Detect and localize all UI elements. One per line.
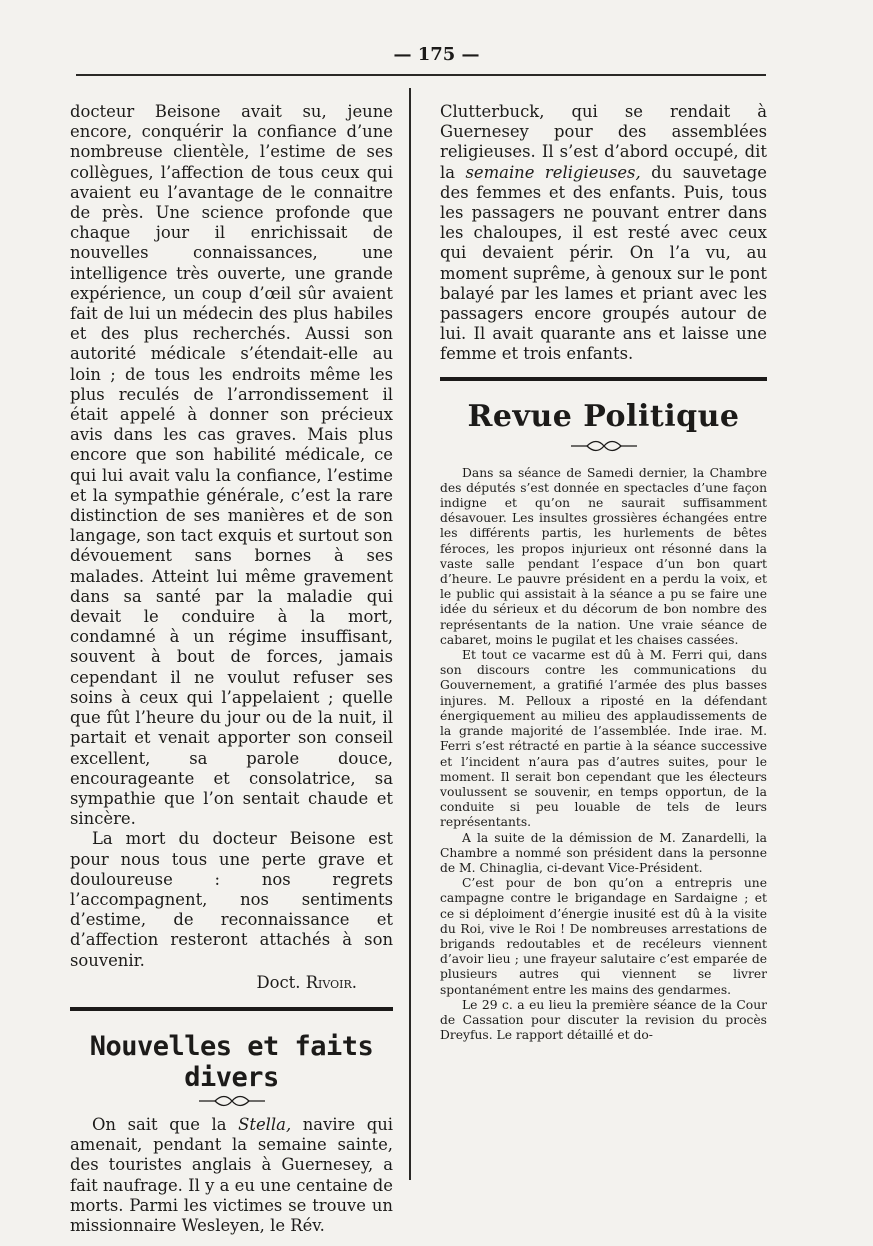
clutterbuck-paragraph (440, 102, 767, 365)
ornament-icon (569, 440, 639, 452)
ship-name: Stella, (238, 1114, 292, 1134)
beisone-paragraph-1: docteur Beisone avait su, jeune encore, conquérir la confiance d’une nombreuse clientèle, l’estime de ses collègues, l’affection de tous ceux qui avaient eu l’avantage de le connaitre de près. Une science profonde que chaque jour il enrichissait de nouvelles connaissances, une intelligence très ouverte, une grande expérience, un coup d’œil sûr avaient fait de lui un médecin des plus habiles et des plus recherchés. Aussi son autorité médicale s’étendait-elle au loin ; de tous les endroits même les plus reculés de l’arrondissement il était appelé à donner son précieux avis dans les cas graves. Mais plus encore que son habilité médicale, ce qui lui avait valu la confiance, l’estime et la sympathie générale, c’est la rare distinction de ses manières et de son langage, son tact exquis et surtout son dévouement sans bornes à ses malades. Atteint lui même gravement dans sa santé par la maladie qui devait le conduire à la mort, condamné à un régime insuffisant, souvent à bout de forces, jamais cependant il ne voulut refuser ses soins à ceux qui l’appelaient ; quelle que fût l’heure du jour ou de la nuit, il partait et venait apporter son conseil excellent, sa parole douce, encourageante et consolatrice, sa sympathie que l’on sentait chaude et sincère. (70, 102, 393, 829)
revue-paragraph: C’est pour de bon qu’on a entrepris une campagne contre le brigandage en Sardaigne ; et ce si déploiment d’énergie inusité est dû à la visite du Roi, vive le Roi ! De nombreuses arrestations de brigands redoutables et de recéleurs viennent d’avoir lieu ; une frayeur salutaire c’est emparée de plusieurs autres qui viennent se livrer spontanément entre les mains des gendarmes. (440, 876, 767, 997)
section-title-nouvelles: Nouvelles et faits divers (89, 1030, 374, 1093)
ornament-icon (197, 1095, 267, 1107)
section-rule (440, 377, 767, 381)
stella-paragraph (70, 1115, 393, 1236)
stella-text-b: navire qui amenait, pendant la semaine sainte, des touristes anglais à Guernesey, a fait naufrage. Il y a eu une centaine de morts. Parmi les victimes se trouve un missionnaire Wesleyen, le Rév. (70, 1114, 394, 1235)
signature (70, 973, 393, 993)
revue-body (440, 466, 767, 1044)
clutterbuck-text-a: Clutterbuck, qui se rendait à Guernesey pour des assemblées religieuses. Il s’est d’abord occupé, dit la (440, 102, 767, 182)
revue-paragraph: Le 29 c. a eu lieu la première séance de la Cour de Cassation pour discuter la revision du procès Dreyfus. Le rapport détaillé et do- (440, 997, 767, 1043)
revue-paragraph: Dans sa séance de Samedi dernier, la Chambre des députés s’est donnée en spectacles d’une façon indigne et qu’on ne saurait suffisamment désavouer. Les insultes grossières échangées entre les différents partis, les hurlements de bêtes féroces, les propos injurieux ont résonné dans la vaste salle pendant l’espace d’un bon quart d’heure. Le pauvre président en a perdu la voix, et le public qui assistait à la séance a pu se faire une idée du sérieux et du décorum de bon nombre des représentants de la nation. Une vraie séance de cabaret, moins le pugilat et les chaises cassées. (440, 465, 767, 647)
clutterbuck-text-b: du sauvetage des femmes et des enfants. Puis, tous les passagers ne pouvant entrer dans les chaloupes, il est resté avec ceux qui devaient périr. On l’a vu, au moment suprême, à genoux sur le pont balayé par les lames et priant avec les passagers encore groupés autour de lui. Il avait quarante ans et laisse une femme et trois enfants. (440, 162, 767, 364)
stella-text-a: On sait que la (92, 1114, 239, 1134)
source-name: semaine religieuses, (465, 162, 641, 182)
signature-name: Rivoir. (305, 972, 357, 992)
section-rule (70, 1007, 393, 1011)
signature-prefix: Doct. (256, 972, 301, 992)
revue-paragraph: Et tout ce vacarme est dû à M. Ferri qui, dans son discours contre les communications du Gouvernement, a gratifié l’armée des plus basses injures. M. Pelloux a riposté en la défendant énergiquement au milieu des applaudissements de la grande majorité de l’assemblée. Inde irae. M. Ferri s’est rétracté en partie à la séance successive et l’incident n’aura pas d’autres suites, pour le moment. Il serait bon cependant que les électeurs voulussent se souvenir, en temps opportun, de la conduite si peu louable de tels de leurs représentants. (440, 648, 767, 830)
header-rule (76, 74, 766, 76)
left-column (70, 102, 393, 1236)
section-title-revue: Revue Politique (467, 398, 740, 434)
revue-paragraph: A la suite de la démission de M. Zanardelli, la Chambre a nommé son président dans la personne de M. Chinaglia, ci-devant Vice-Président. (440, 830, 767, 875)
right-column (440, 102, 767, 1043)
beisone-paragraph-2: La mort du docteur Beisone est pour nous tous une perte grave et douloureuse : nos regrets l’accompagnent, nos sentiments d’estime, de reconnaissance et d’affection resteront attachés à son souvenir. (70, 829, 393, 970)
page-number: — 175 — (393, 44, 480, 65)
column-divider (409, 88, 411, 1180)
